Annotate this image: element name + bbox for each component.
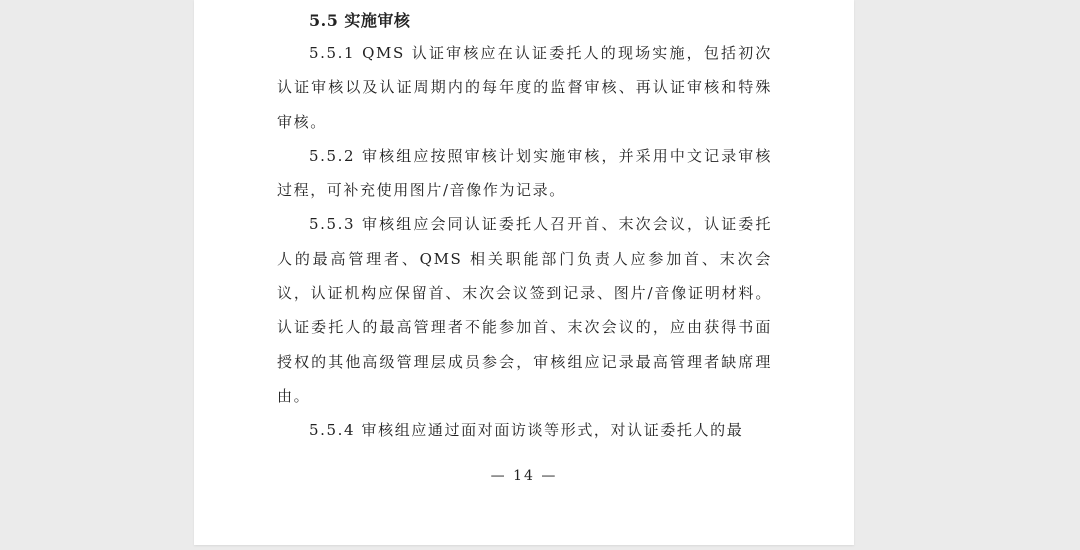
paragraph-5-5-4: 5.5.4 审核组应通过面对面访谈等形式，对认证委托人的最 — [309, 421, 744, 440]
document-page — [194, 0, 854, 545]
paragraph-5-5-3: 5.5.3 审核组应会同认证委托人召开首、末次会议，认证委托人的最高管理者、QMS 相关职能部门负责人应参加首、末次会议，认证机构应保留首、末次会议签到记录、图片/音像证明材料。认证委托人的最高管理者不能参加首、末次会议的，应由获得书面授权的其他高级管理层成员参会，审核组应记录最高管理者缺席理由。 — [277, 215, 772, 405]
page-content — [277, 6, 772, 448]
paragraph-5-5-1: 5.5.1 QMS 认证审核应在认证委托人的现场实施，包括初次认证审核以及认证周期内的每年度的监督审核、再认证审核和特殊审核。 — [277, 44, 772, 131]
section-heading: 5.5 实施审核 — [309, 11, 411, 30]
page-number: — 14 — — [490, 468, 558, 484]
paragraph-5-5-2: 5.5.2 审核组应按照审核计划实施审核，并采用中文记录审核过程，可补充使用图片/音像作为记录。 — [277, 146, 772, 200]
